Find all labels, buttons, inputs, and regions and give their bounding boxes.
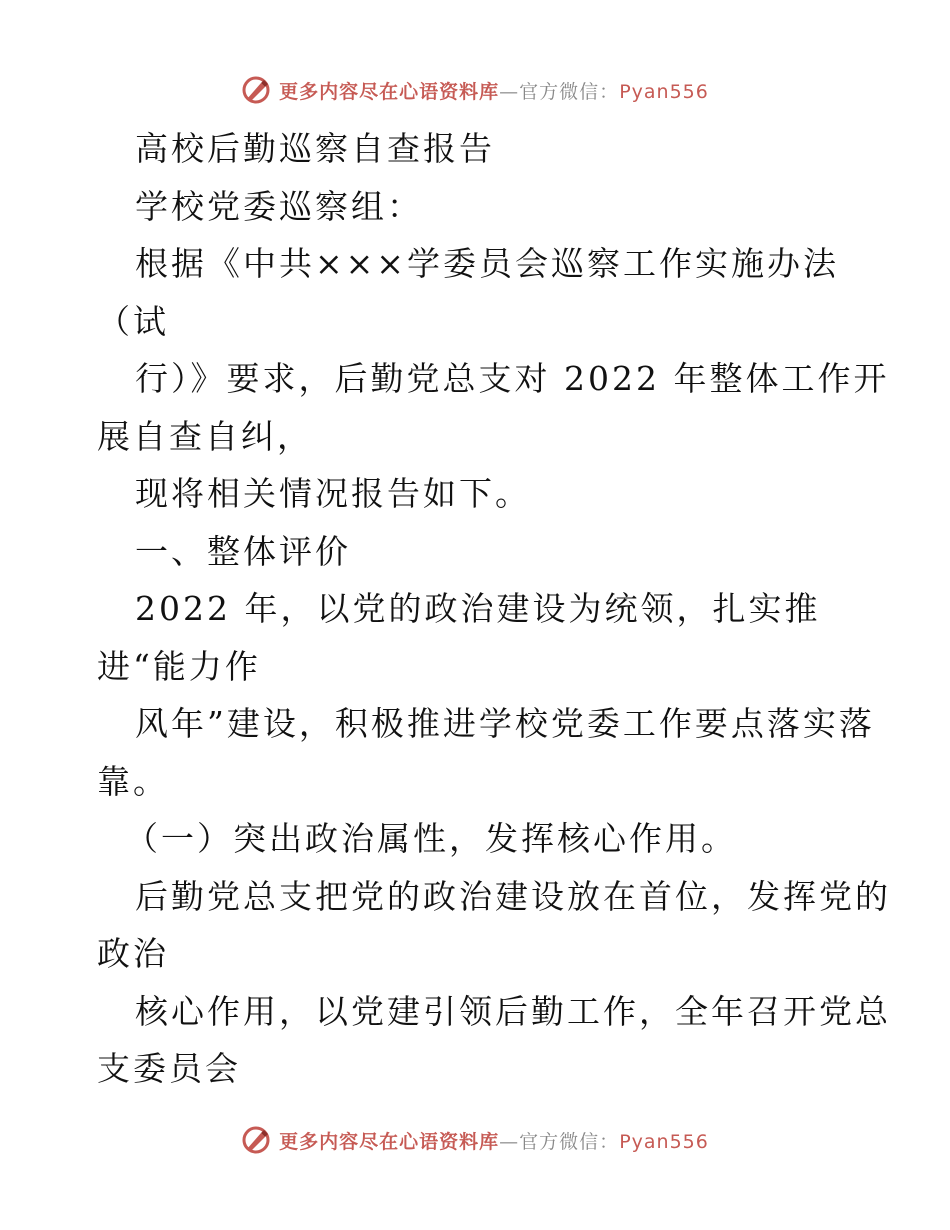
banner-main-text: 更多内容尽在心语资料库 <box>279 80 500 103</box>
pen-logo-icon <box>241 75 271 105</box>
banner-text <box>279 1127 709 1154</box>
paragraph-line: 2022 年，以党的政治建设为统领，扎实推 <box>135 589 821 628</box>
paragraph-line: 支委员会 <box>97 1049 241 1088</box>
banner-main-text: 更多内容尽在心语资料库 <box>279 1130 500 1153</box>
banner-text <box>279 77 709 104</box>
banner-dash: — <box>499 80 520 103</box>
paragraph-line: 进“能力作 <box>97 646 261 686</box>
header-banner <box>0 70 950 110</box>
paragraph-line: 根据《中共×××学委员会巡察工作实施办法 <box>135 244 839 283</box>
document-body <box>97 120 891 1098</box>
banner-wechat-label: 官方微信： <box>519 80 620 103</box>
footer-banner <box>0 1120 950 1160</box>
document-title: 高校后勤巡察自查报告 <box>135 129 495 168</box>
paragraph-line: 政治 <box>97 934 169 973</box>
banner-wechat-id: Pyan556 <box>619 80 709 103</box>
pen-logo-icon <box>241 1125 271 1155</box>
subsection-heading: （一）突出政治属性，发挥核心作用。 <box>125 819 737 858</box>
paragraph-line: 风年”建设，积极推进学校党委工作要点落实落 <box>135 704 875 743</box>
section-heading: 一、整体评价 <box>135 531 351 571</box>
paragraph-line: 后勤党总支把党的政治建设放在首位，发挥党的 <box>135 876 891 916</box>
paragraph-line: 展自查自纠， <box>97 416 313 456</box>
paragraph-line: 行）》要求，后勤党总支对 2022 年整体工作开 <box>135 359 890 398</box>
paragraph-line: 现将相关情况报告如下。 <box>135 474 531 513</box>
banner-dash: — <box>499 1130 520 1153</box>
paragraph-line: （试 <box>97 301 169 341</box>
banner-wechat-id: Pyan556 <box>619 1130 709 1153</box>
banner-wechat-label: 官方微信： <box>519 1130 620 1153</box>
paragraph-line: 核心作用，以党建引领后勤工作，全年召开党总 <box>135 991 891 1031</box>
addressee-line: 学校党委巡察组： <box>135 186 423 226</box>
paragraph-line: 靠。 <box>97 761 169 801</box>
